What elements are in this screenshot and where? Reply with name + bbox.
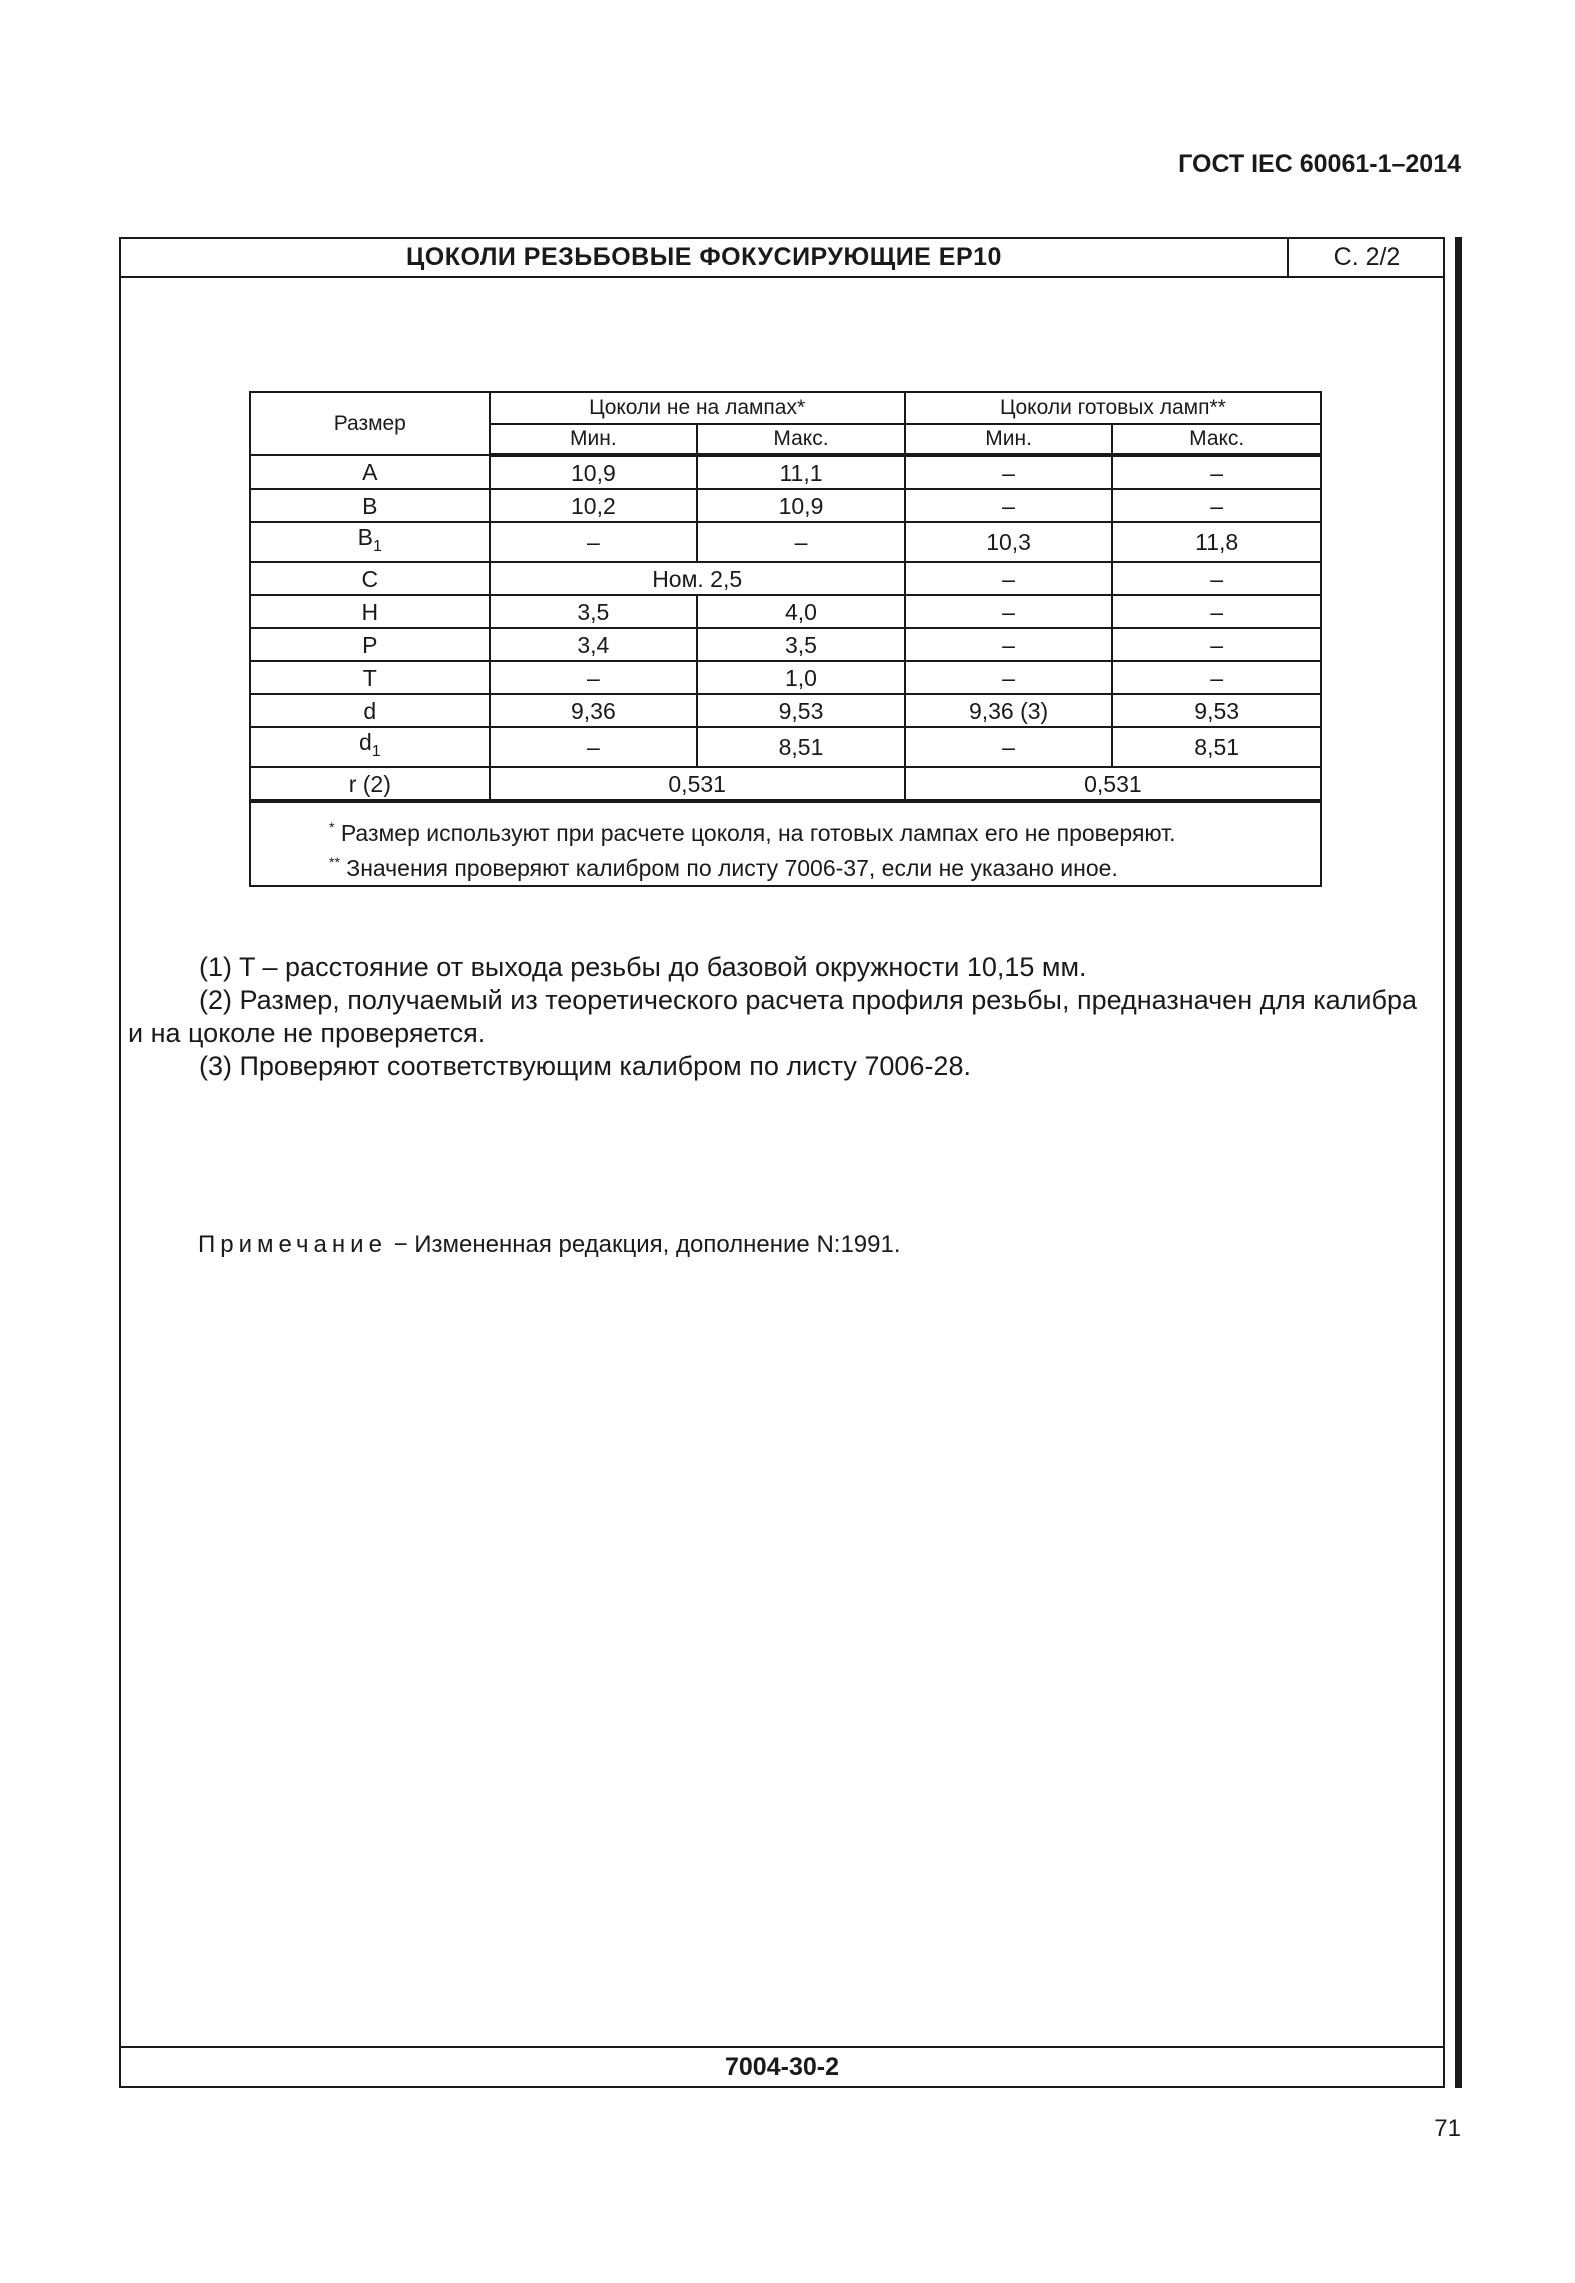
- row-label: H: [250, 595, 490, 628]
- cell-merged: Ном. 2,5: [490, 562, 905, 595]
- table-row: [250, 595, 1321, 628]
- cell: 3,5: [490, 595, 698, 628]
- cell: –: [905, 455, 1113, 489]
- table-row: [250, 727, 1321, 767]
- cell: 8,51: [697, 727, 905, 767]
- group-header-finished-lamps: Цоколи готовых ламп**: [905, 392, 1321, 424]
- min-header: Мин.: [905, 424, 1113, 455]
- row-label: d: [250, 694, 490, 727]
- table-row: [250, 694, 1321, 727]
- cell: –: [905, 628, 1113, 661]
- standard-code: ГОСТ IEC 60061-1–2014: [1178, 150, 1461, 178]
- sheet-code: 7004-30-2: [725, 2053, 839, 2081]
- note-1: (1) T – расстояние от выхода резьбы до базовой окружности 10,15 мм.: [199, 952, 1087, 982]
- group-header-bare-caps: Цоколи не на лампах*: [490, 392, 905, 424]
- cell: 11,8: [1112, 522, 1321, 562]
- cell: –: [1112, 489, 1321, 522]
- cell: –: [697, 522, 905, 562]
- sheet-frame: [119, 237, 1445, 2088]
- cell: –: [905, 661, 1113, 694]
- table-row: [250, 562, 1321, 595]
- cell: 3,4: [490, 628, 698, 661]
- row-label: A: [250, 455, 490, 489]
- table-footnotes: [250, 801, 1321, 886]
- note-3: (3) Проверяют соответствующим калибром по листу 7006-28.: [199, 1051, 971, 1081]
- cell: 10,9: [697, 489, 905, 522]
- row-label: T: [250, 661, 490, 694]
- footnote-2: ** Значения проверяют калибром по листу 7006-37, если не указано иное.: [329, 854, 1118, 881]
- cell: –: [1112, 595, 1321, 628]
- sheet-footer: [121, 2046, 1443, 2086]
- cell: 3,5: [697, 628, 905, 661]
- page-number: 71: [1434, 2115, 1461, 2142]
- remark-label: Примечание: [198, 1231, 387, 1258]
- cell: –: [905, 562, 1113, 595]
- note-2-line-2: и на цоколе не проверяется.: [128, 1018, 486, 1048]
- min-header: Мин.: [490, 424, 698, 455]
- cell-merged: 0,531: [905, 767, 1321, 801]
- note-2-line-1: (2) Размер, получаемый из теоретического расчета профиля резьбы, предназначен для калибра: [199, 985, 1417, 1015]
- cell: –: [1112, 628, 1321, 661]
- table-header-row: [250, 392, 1321, 424]
- table-row: [250, 455, 1321, 489]
- row-label: $B_1$: [250, 522, 490, 562]
- cell: 10,2: [490, 489, 698, 522]
- row-label: P: [250, 628, 490, 661]
- cell: 11,1: [697, 455, 905, 489]
- cell: –: [905, 727, 1113, 767]
- table-row: [250, 661, 1321, 694]
- remark-text: − Измененная редакция, дополнение N:1991.: [386, 1231, 901, 1258]
- sheet-title: ЦОКОЛИ РЕЗЬБОВЫЕ ФОКУСИРУЮЩИЕ EP10: [406, 243, 1002, 271]
- row-label: r (2): [250, 767, 490, 801]
- row-label: $d_1$: [250, 727, 490, 767]
- table-row: [250, 628, 1321, 661]
- cell: –: [905, 489, 1113, 522]
- table-row: [250, 522, 1321, 562]
- cell: –: [1112, 562, 1321, 595]
- sheet-header: [121, 239, 1443, 278]
- row-label: B: [250, 489, 490, 522]
- frame-edge-bar: [1455, 237, 1462, 2088]
- footnote-1: * Размер используют при расчете цоколя, на готовых лампах его не проверяют.: [329, 819, 1176, 846]
- table-row: [250, 767, 1321, 801]
- cell: 9,53: [1112, 694, 1321, 727]
- cell: –: [490, 522, 698, 562]
- explanatory-notes: [121, 951, 1451, 1083]
- cell: 8,51: [1112, 727, 1321, 767]
- cell: –: [490, 727, 698, 767]
- cell: 1,0: [697, 661, 905, 694]
- table-footnotes-row: [250, 801, 1321, 886]
- cell: 4,0: [697, 595, 905, 628]
- cell-merged: 0,531: [490, 767, 905, 801]
- row-label: C: [250, 562, 490, 595]
- dimensions-table: [249, 391, 1322, 887]
- cell: 9,36 (3): [905, 694, 1113, 727]
- remark: [198, 1231, 901, 1259]
- cell: 10,3: [905, 522, 1113, 562]
- size-header: Размер: [250, 392, 490, 455]
- cell: –: [1112, 661, 1321, 694]
- table-row: [250, 489, 1321, 522]
- cell: 9,53: [697, 694, 905, 727]
- cell: –: [1112, 455, 1321, 489]
- cell: –: [490, 661, 698, 694]
- cell: 9,36: [490, 694, 698, 727]
- max-header: Макс.: [697, 424, 905, 455]
- cell: 10,9: [490, 455, 698, 489]
- cell: –: [905, 595, 1113, 628]
- sheet-page: С. 2/2: [1287, 239, 1445, 276]
- max-header: Макс.: [1112, 424, 1321, 455]
